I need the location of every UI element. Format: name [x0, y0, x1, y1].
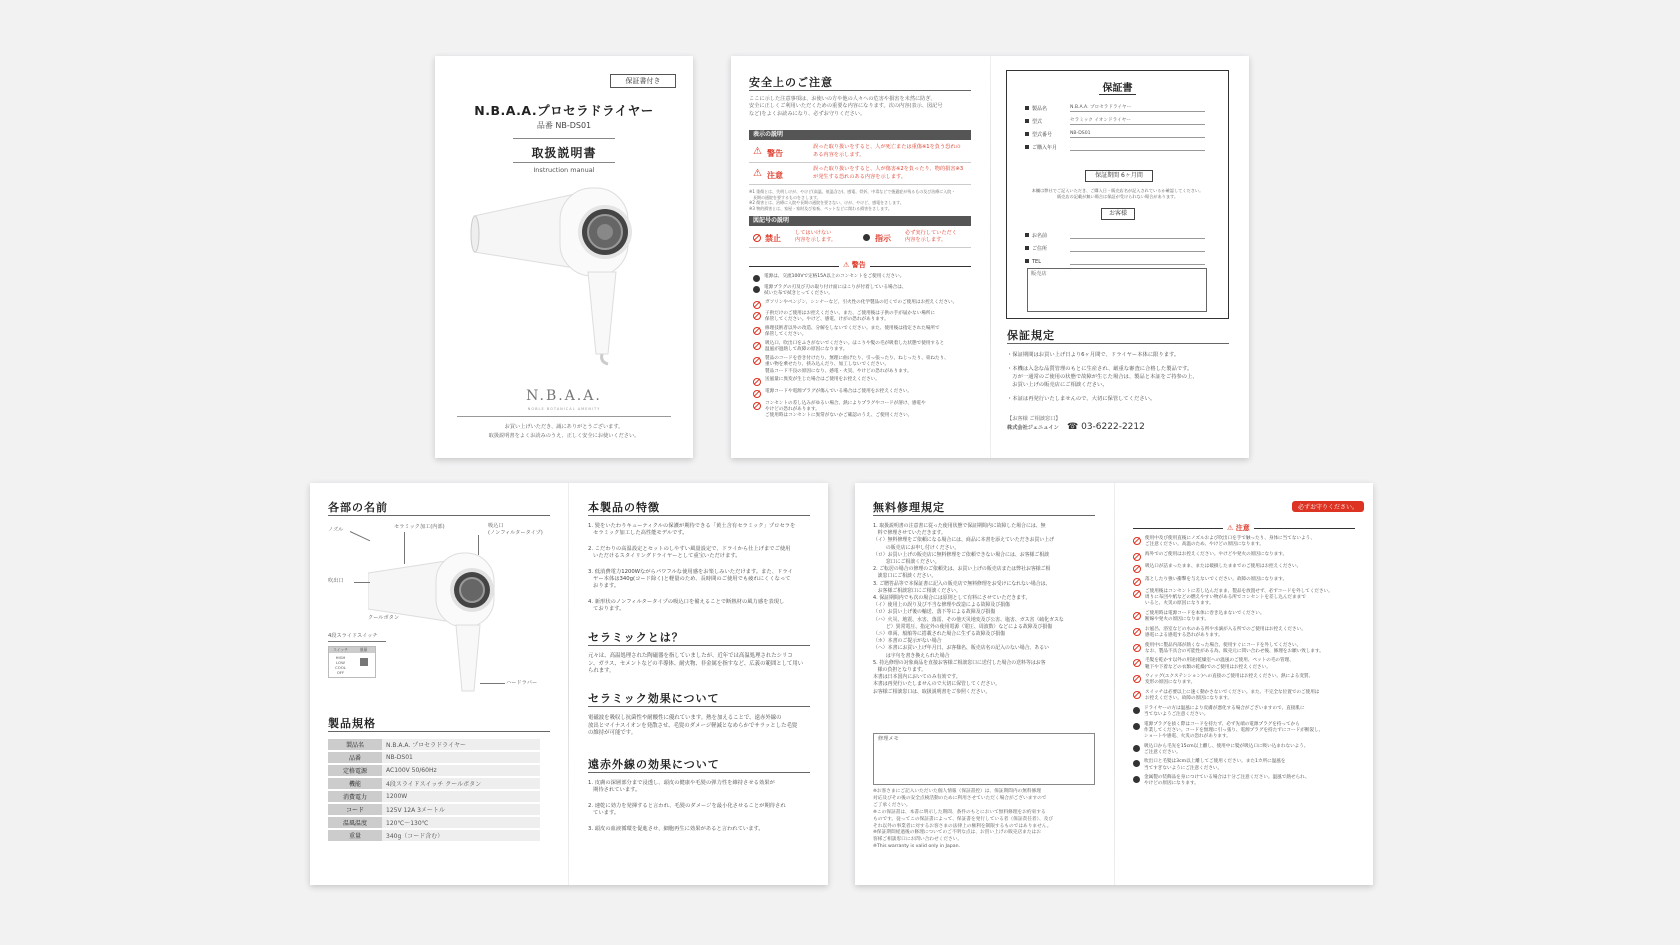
manual-title: 取扱説明書: [531, 146, 597, 160]
form-field: [1025, 239, 1205, 252]
field-bullet-icon: [1025, 233, 1029, 237]
symbol-explanation-header: 図記号の説明: [749, 216, 971, 226]
infrared-title: 遠赤外線の効果について: [588, 758, 720, 771]
list-item-text: 使用中及び使用直後にノズルおよび吹出口を手で触ったり、身体に当てないよう、 ご注意ください。高温のため、やけどの原因になります。: [1145, 536, 1315, 548]
prohibition-icon: [1133, 537, 1141, 545]
spec-title: 製品規格: [328, 717, 376, 730]
switch-title: 4段スライドスイッチ: [328, 633, 378, 639]
list-item-text: 修理技術者以外の改造、分解をしないでください。また、使用後は指定された場所で 保管してください。: [765, 326, 940, 338]
list-item-text: ガソリンやベンジン、シンナーなど、引火性の化学製品の近くでのご使用はお控えください。: [765, 299, 958, 305]
list-item: [1133, 627, 1359, 639]
parts-title: 各部の名前: [328, 501, 388, 514]
parts-features-spread: [310, 483, 828, 885]
list-item: [1133, 658, 1359, 670]
spec-value: 340g（コード含む）: [382, 829, 540, 842]
effect-title: セラミック効果について: [588, 692, 720, 705]
safety-warranty-spread: [731, 56, 1249, 458]
list-item: [1133, 722, 1359, 741]
prohibit-text-2: 内容を示します。: [795, 236, 837, 243]
instruction-dot-icon: [753, 286, 760, 293]
list-item: [753, 285, 973, 297]
spec-key: 重量: [328, 829, 382, 842]
prohibition-icon: [753, 378, 761, 386]
ceramic-title: セラミックとは？: [588, 631, 684, 644]
prohibition-icon: [1133, 578, 1141, 586]
safety-notes: ※1 重傷とは、失明しけが、やけど(高温、低温含む)、感電、骨折、中毒などで後遺症が残るもの及び治療に入院・ 長期の通院を要するものをさします。 ※2 傷害とは、治療に入院や長期の通院を要さない、けが、やけど、感電をさします。 ※3 物的損害とは、家屋・家財及び家畜、ペットなどに関わる損害をさします。: [749, 189, 956, 211]
field-bullet-icon: [1025, 132, 1029, 136]
caution-section-icon: ⚠: [1227, 524, 1234, 532]
form-field: [1025, 226, 1205, 239]
list-item-text: 吸込口から毛先を15cm以上離し、使用中に髪が吸込口に吸い込まれないよう、 ご注意ください。: [1144, 743, 1309, 755]
repair-memo-box: [873, 733, 1095, 785]
list-item-text: コンセントの差し込みがゆるい場合、熱によりプラグやコードが溶け、感電や やけどの恐れがあります。 ご使用時はコンセントに異常がないかご確認のうえ、ご使用ください。: [765, 400, 926, 418]
warranty-title: 保証書: [1102, 83, 1133, 94]
field-value: N.B.A.A. プロセラドライヤー: [1070, 104, 1205, 112]
warranty-notice-1: 本欄は弊社でご記入いただき、ご購入日・販売店名が記入されているか確認してください。: [1031, 188, 1204, 193]
list-item: [1133, 564, 1359, 573]
manual-subtitle: Instruction manual: [533, 166, 595, 174]
list-item-text: ご使用後はコンセントに差し込んだまま、製品を放置せず、必ずコードを外してください。 周りに布団や紙などの燃えやすい物がある所でコンセントを差し込んだままで いると、火災の原因になります。: [1145, 588, 1333, 607]
warning-text-2: ある内容を示します。: [813, 151, 865, 158]
instruction-dot-icon: [1133, 760, 1140, 767]
part-label-outlet: 吹出口: [328, 578, 344, 584]
spec-row: [328, 751, 540, 764]
warning-triangle-icon: ⚠: [753, 146, 762, 157]
part-label-ceramic: セラミック加工(内部): [394, 524, 445, 530]
field-value: [1070, 149, 1205, 151]
spec-row: [328, 764, 540, 777]
spec-value: NB-DS01: [382, 751, 540, 764]
list-item-text: 送風量に異変が生じた場合はご使用をお控えください。: [765, 377, 880, 383]
list-item-text: 金属製の装飾品を身につけている場合は十分ご注意ください。温風で熱せられ、 やけどの原因になります。: [1144, 775, 1310, 787]
spec-row: [328, 816, 540, 829]
product-title: N.B.A.A.プロセラドライヤー: [474, 103, 654, 118]
list-item-text: 電源は、交流100Vで定格15A以上のコンセントをご使用ください。: [764, 274, 905, 279]
prohibition-icon: [1133, 659, 1141, 667]
list-item: [1133, 589, 1359, 608]
field-label: ご購入年月: [1032, 145, 1058, 151]
prohibition-icon: [1133, 691, 1141, 699]
warning-text-1: 誤った取り扱いをすると、人が死亡または重傷※1を負う恐れの: [813, 144, 961, 150]
brand-logo: N.B.A.A.: [526, 388, 602, 404]
spec-value: 120℃～130℃: [382, 816, 540, 829]
instruction-dot-icon: [753, 275, 760, 282]
field-value: [1070, 263, 1205, 265]
shop-box: [1027, 268, 1207, 312]
list-item-text: 電源コードや電源プラグが傷んでいる場合はご使用をお控えください。: [765, 388, 913, 394]
warranty-fields: [1025, 99, 1205, 151]
list-item-text: 使用中に製品内部が熱くなった場合、使用すぐにコードを外してください。 なお、製品不具合の可能性がある為、販売元に問い合わせ後、修理をお願い致します。: [1145, 642, 1324, 654]
prohibition-icon: [753, 301, 761, 309]
customer-badge: お客様: [1101, 208, 1135, 220]
terms-list: ・保証期間はお買い上げ日より6ヶ月間で、ドライヤー本体に限ります。 ・本機は入念な品質管理のもとに生産され、厳重な審査に合格した製品です。 万が一通常のご使用の状態で故障が生じた場合は、製品と本証をご持参の上、 お買い上げの販売店にご相談ください。 ・本証は再発行いたしませんので、大切に保管してください。: [1007, 352, 1198, 402]
field-label: お名前: [1032, 233, 1048, 239]
prohibition-icon: [753, 312, 761, 320]
field-label: TEL: [1032, 259, 1041, 265]
form-field: [1025, 252, 1205, 265]
prohibition-icon: [1133, 644, 1141, 652]
infrared-list: [588, 780, 814, 841]
instruction-dot-icon: [1133, 707, 1140, 714]
form-field: [1025, 125, 1205, 138]
instruct-icon: [863, 234, 870, 241]
shop-label: 販売店: [1031, 271, 1047, 277]
spec-key: 定格電源: [328, 764, 382, 777]
prohibit-icon: [753, 234, 761, 242]
instruct-text-1: 必ず実行していただく: [905, 230, 957, 236]
list-item: [753, 274, 973, 282]
caution-label: 注意: [767, 171, 783, 180]
list-item-text: スイッチは必要以上に速く動かさないでください。また、不完全な位置でのご使用は お控えください。故障の原因になります。: [1145, 689, 1320, 702]
prohibition-icon: [753, 402, 761, 410]
ceramic-text: 元々は、高温処理された陶磁器を指していましたが、近年では高温処理されたシリコ ン、ガラス、セメントなどの半導体、耐火物、非金属を指すなど、広義の範囲として用い られます。: [588, 653, 804, 675]
spec-row: [328, 803, 540, 816]
prohibition-icon: [753, 357, 761, 365]
field-value: セラミック イオンドライヤー: [1070, 117, 1205, 125]
prohibition-icon: [1133, 628, 1141, 636]
spec-row: [328, 829, 540, 842]
caution-triangle-icon: ⚠: [753, 168, 762, 179]
list-item: [753, 300, 973, 309]
repair-caution-spread: [855, 483, 1373, 885]
contact-label: 【お客様 ご相談窓口】: [1007, 416, 1061, 422]
caution-list: [1133, 536, 1359, 791]
list-item-text: 落としたり強い衝撃を与えないでください。故障の原因になります。: [1145, 576, 1288, 582]
repair-title: 無料修理規定: [873, 501, 945, 514]
switch-table: スイッチ 風量 HIGH LOW COOL OFF: [328, 646, 376, 678]
spec-key: コード: [328, 803, 382, 816]
section-warning-icon: ⚠: [843, 261, 850, 269]
field-bullet-icon: [1025, 106, 1029, 110]
list-item-text: 子供だけのご使用はお控えください。また、ご使用後は子供の手が届かない場所に 保管してください。やけど、感電、けがの恐れがあります。: [765, 311, 935, 323]
part-label-cool-button: クールボタン: [368, 615, 400, 621]
list-item: [753, 401, 973, 420]
warranty-tag: 保証書付き: [610, 74, 676, 88]
field-label: 型式番号: [1032, 132, 1053, 138]
spec-value: AC100V 50/60Hz: [382, 764, 540, 777]
part-label-nozzle: ノズル: [328, 527, 344, 533]
list-item: [1133, 643, 1359, 655]
list-item: [1133, 611, 1359, 623]
paragraph: 4. 新形状のノンフィルタータイプの吸込口を備えることで断熱材の風力感を表現し ております。: [588, 598, 785, 613]
prohibition-icon: [753, 342, 761, 350]
instruction-dot-icon: [1133, 723, 1140, 730]
paragraph: 3. 低消費電力1200Wながらパワフルな使用感をお楽しみいただけます。また、ドライ ヤー本体は340g(コード除く)と軽量のため、長時間のご使用でも疲れにくくなって おります。: [588, 568, 793, 590]
warranty-notice-2: 販売店の記載が無い場合は保証が受けられない場合があります。: [1056, 194, 1179, 199]
warning-label: 警告: [767, 149, 783, 158]
field-label: 製品名: [1032, 106, 1048, 112]
instruction-dot-icon: [1133, 776, 1140, 783]
list-item-text: 海外でのご使用はお控えください。やけどや発火の原因になります。: [1145, 551, 1288, 557]
spec-key: 温風温度: [328, 816, 382, 829]
privacy-notes: ※お客さまにご記入いただいた個人情報（保証書控）は、保証期間内の無料修理 対応及びその後の安全点検活動のために利用させていただく場合がございますので ご了承ください。 ※この保証書は、本書に明示した期間、条件のもとにおいて無料修理をお約束する ものです。従ってこの保証書によって、保証書を発行している者（保証責任者）、及び それ以外の事業者に対するお客さまの法律上の権利を制限するものではありません。 ※保証期間経過後の修理についてのご不明な点は、お買い上げの販売店またはお 客様ご相談窓口にお問い合わせください。 ※This warranty is valid only in Japan.: [873, 789, 1054, 850]
section-warning-heading: ⚠ 警告: [839, 260, 870, 270]
list-item: [1133, 706, 1359, 718]
field-bullet-icon: [1025, 259, 1029, 263]
list-item-text: 吹出口と毛髪は3cm以上離してご使用ください。また1カ所に温風を 当てすぎないようにご注意ください。: [1144, 759, 1286, 771]
field-label: 型式: [1032, 119, 1043, 125]
prohibition-icon: [1133, 675, 1141, 683]
spec-value: 125V 12A 3メートル: [382, 803, 540, 816]
model-number: 品番 NB-DS01: [536, 121, 592, 130]
features-list: [588, 523, 814, 622]
list-item: [753, 341, 973, 353]
prohibit-text-1: してはいけない: [795, 230, 832, 236]
list-item-text: 電源プラグを抜く際はコードを持たず、必ず先端の電源プラグを持ってから 作業してください。コードを無理に引っ張り、電源プラグを持たずにコードが断裂し、 ショートや感電、火災の恐れがあります。: [1144, 721, 1324, 739]
prohibition-icon: [1133, 590, 1141, 598]
list-item-text: 製品のコードを巻き付けたり、無理に曲げたり、引っ張ったり、ねじったり、束ねたり、 重い物を乗せたり、挟み込んだり、加工しないでください。 製品コード不良の原因になり、感電・火災、やけどの恐れがあります。: [765, 356, 949, 374]
repair-memo-label: 修理メモ: [878, 736, 899, 742]
list-item-text: 吸込口、吹出口をふさがないでください。ほこりや髪の毛が吸着した状態で使用すると 温風が過熱して故障の原因になります。: [765, 341, 945, 353]
spec-value: 4段スライドスイッチ クールボタン: [382, 777, 540, 790]
spec-table: [328, 739, 540, 843]
field-bullet-icon: [1025, 145, 1029, 149]
prohibition-icon: [753, 390, 761, 398]
must-follow-badge: 必ずお守りください。: [1292, 501, 1364, 512]
list-item-text: ウィッグ(エクステンション)への直接のご使用はお控えください。熱による変質、 変形の原因になります。: [1145, 674, 1314, 686]
period-badge: 保証期間 6ヶ月間: [1085, 170, 1153, 182]
cover-page: [435, 56, 693, 458]
part-label-intake: 吸込口 (ノンフィルタータイプ): [488, 523, 543, 536]
part-label-hard-rubber: ハードラバー: [506, 680, 538, 686]
field-bullet-icon: [1025, 246, 1029, 250]
list-item-text: 吸込口が詰まったまま、または破損したままでのご使用はお控えください。: [1145, 564, 1302, 570]
field-value: NB-DS01: [1070, 131, 1205, 138]
list-item: [1133, 674, 1359, 686]
paragraph: 2. 速乾に効力を発揮すると言われ、毛髪のダメージを最小化させることが期待され ています。: [588, 802, 786, 817]
spec-key: 品番: [328, 751, 382, 764]
safety-intro: ここに示した注意事項は、お使いの方や他の人々への危害や損害を未然に防ぎ、 安全に正しくご利用いただくための重要な内容になります。次の内容(表示、図記号 など)をよくお読みになり、必ずお守りください。: [749, 96, 943, 117]
instruct-text-2: 内容を示します。: [905, 236, 947, 243]
list-item: [753, 377, 973, 386]
spec-row: [328, 790, 540, 803]
field-bullet-icon: [1025, 119, 1029, 123]
field-value: [1070, 250, 1205, 252]
spec-key: 消費電力: [328, 790, 382, 803]
spec-key: 製品名: [328, 739, 382, 751]
spec-row: [328, 739, 540, 751]
cover-footer-1: お買い上げいただき、誠にありがとうございます。: [504, 424, 624, 430]
form-field: [1025, 99, 1205, 112]
list-item: [753, 311, 973, 323]
prohibition-icon: [1133, 553, 1141, 561]
safety-list: [753, 274, 973, 422]
phone-number: 03-6222-2212: [1081, 422, 1145, 432]
list-item-text: 電源プラグの刃及び刃の取り付け面にほこりが付着している場合は、 拭いた布で拭きとってください。: [764, 284, 907, 296]
phone-icon: ☎: [1067, 422, 1079, 432]
list-item: [753, 326, 973, 338]
safety-title: 安全上のご注意: [749, 76, 833, 89]
list-item: [753, 389, 973, 398]
prohibit-label: 禁止: [765, 234, 781, 243]
spec-value: 1200W: [382, 790, 540, 803]
customer-fields: [1025, 226, 1205, 265]
list-item: [1133, 744, 1359, 756]
warranty-card: [1006, 70, 1229, 319]
list-item: [1133, 759, 1359, 771]
spec-key: 機能: [328, 777, 382, 790]
hair-dryer-image: [470, 176, 665, 366]
list-item: [1133, 775, 1359, 787]
paragraph: 2. こだわりの高温設定とセットのしやすい風量設定で、ドライから仕上げまでご使用 いただけるスタイリングドライヤーとして重宝いただけます。: [588, 545, 791, 560]
prohibition-icon: [1133, 565, 1141, 573]
prohibition-icon: [753, 327, 761, 335]
effect-text: 電磁波を吸収し抗菌性や耐酸性に優れています。熱を加えることで、遠赤外線の 放出とマイナスイオンを発散させ、毛髪のダメージ軽減となめらかでサラッとした毛髪 の維持が可能です。: [588, 715, 798, 737]
form-field: [1025, 112, 1205, 125]
company-name: 株式会社ジェニュイン: [1007, 425, 1059, 431]
brand-tagline: NOBLE BOTANICAL AMENITY: [527, 407, 601, 411]
field-label: ご住所: [1032, 246, 1048, 252]
display-explanation-header: 表示の説明: [749, 130, 971, 140]
caution-text-2: が発生する恐れのある内容を示します。: [813, 173, 906, 180]
caution-text-1: 誤った取り扱いをすると、人が傷害※2を負ったり、物的損害※3: [813, 166, 964, 172]
list-item-text: ドライヤーの方は温風により皮膚が悪化する場合がございますので、直接肌に 当てないようご注意ください。: [1144, 705, 1305, 717]
terms-title: 保証規定: [1007, 329, 1055, 342]
form-field: [1025, 138, 1205, 151]
list-item-text: ご使用時は電源コードを本体に巻き込まないでください。 断線や発火の原因になります。: [1145, 610, 1265, 623]
spec-value: N.B.A.A. プロセラドライヤー: [382, 739, 540, 751]
list-item: [753, 356, 973, 375]
caution-section-heading: ⚠ 注意: [1223, 523, 1254, 533]
list-item: [1133, 577, 1359, 586]
instruct-label: 指示: [875, 234, 891, 243]
spec-row: [328, 777, 540, 790]
field-value: [1070, 237, 1205, 239]
prohibition-icon: [1133, 612, 1141, 620]
list-item-text: 毛髪を乾かす以外の用途(乾燥室への温風のご使用、ペットの毛の管理、 靴下や下着などの衣類の乾燥)でのご使用はお控えください。: [1145, 658, 1294, 670]
cover-footer-2: 取扱説明書をよくお読みのうえ、正しく安全にお使いください。: [488, 433, 640, 439]
list-item: [1133, 690, 1359, 702]
paragraph: 1. 髪をいたわりキューティクルの保護が期待できる「黄土含有セラミック」プロセラを セラミック加工した高性能モデルです。: [588, 523, 796, 537]
list-item: [1133, 552, 1359, 561]
paragraph: 3. 頭皮の血液循環を促進させ、細胞再生に効果があると言われています。: [588, 825, 764, 832]
paragraph: 1. 皮膚の深層部分まで浸透し、頭皮の健康や毛髪の弾力性を維持させる効果が 期待されています。: [588, 780, 775, 794]
instruction-dot-icon: [1133, 745, 1140, 752]
repair-body: 1. 取扱説明書の注意書に従った使用状態で保証期間内に故障した場合には、無 料で修理させていただきます。 （イ）無料修理をご依頼になる場合には、商品に本書を添えていただきお買い上げ の販売店にお申し付けください。 （ロ）お買い上げの販売店に無料修理をご依頼できない場合には、お客様ご相談 窓口にご相談ください。 2. ご転居の場合の修理のご依頼先は、お買い上げの販売店または弊社お客様ご相 談窓口にご相談ください。 3. ご贈答品等で本保証書に記入の販売店で無料修理をお受けになれない場合は、 お客様ご相談窓口にご相談ください。 4. 保証期間内でも次の場合には原則として有料にさせていただきます。 （イ）使用上の誤り及び不当な修理や改造による故障及び損傷 （ロ）お買い上げ後の輸送、落下等による故障及び損傷 （ハ）火災、地震、水害、落雷、その他天災地変及び公害、塩害、ガス害（硫化ガスな ど）異常電圧、指定外の使用電源（電圧、周波数）などによる故障及び損傷 （ニ）車両、船舶等に搭載された場合に生ずる故障及び損傷 （ホ）本書のご提示がない場合 （ヘ）本書にお買い上げ年月日、お客様名、販売店名の記入のない場合、あるい は字句を書き換えられた場合 5. 持込修理の対象商品を直接お客様ご相談窓口に送付した場合の送料等はお客 様の負担となります。 本書は日本国内においてのみ有効です。 本書は再発行いたしませんので大切に保管してください。 お客様ご相談窓口は、取扱説明書をご参照ください。: [873, 523, 1064, 695]
list-item: [1133, 536, 1359, 548]
features-title: 本製品の特徴: [588, 501, 660, 514]
list-item-text: お風呂、浴室などの水のある所や水滴が入る所でのご使用はお控えください。 感電による感電する恐れがあります。: [1145, 626, 1306, 638]
